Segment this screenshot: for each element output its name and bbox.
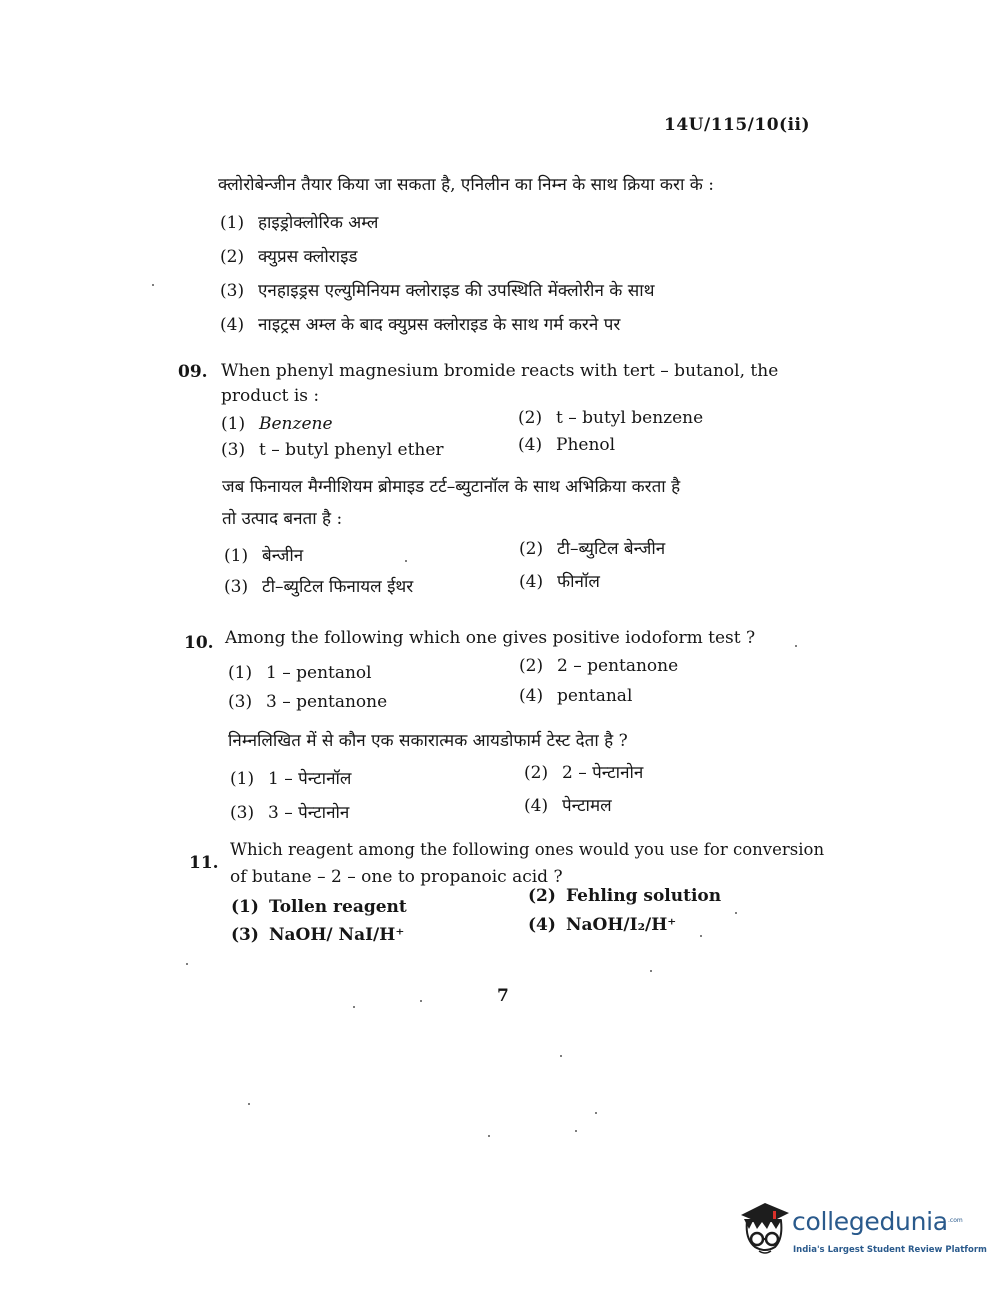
q09-option-3	[221, 440, 444, 460]
scan-speck	[575, 1130, 577, 1132]
paper-code: 14U/115/10(ii)	[664, 115, 811, 135]
q09-hindi-option-2	[519, 536, 665, 559]
scan-speck	[420, 1000, 422, 1002]
q09-hindi-option-4	[519, 569, 600, 592]
scan-speck	[488, 1135, 490, 1137]
option-text: NaOH/ NaI/H⁺	[269, 925, 405, 945]
option-text: t – butyl benzene	[556, 408, 704, 428]
q10-hindi-option-2	[524, 760, 643, 783]
collegedunia-logo	[735, 1195, 987, 1265]
option-text: 1 – pentanol	[266, 663, 372, 683]
option-number: (3)	[224, 577, 249, 597]
scan-speck	[186, 963, 188, 965]
option-text: फीनॉल	[557, 572, 600, 592]
page-number: 7	[497, 986, 509, 1006]
option-text: NaOH/I₂/H⁺	[566, 915, 677, 935]
option-text: Phenol	[556, 435, 616, 455]
q09-stem-line-1: When phenyl magnesium bromide reacts with tert – butanol, the	[221, 361, 779, 381]
option-text: 3 – पेन्टानोन	[268, 803, 350, 823]
option-text: Fehling solution	[566, 886, 722, 906]
option-number: (1)	[220, 213, 245, 233]
graduate-mascot-icon	[735, 1195, 791, 1261]
q09-hindi-option-3	[224, 574, 413, 597]
option-number: (1)	[228, 663, 253, 683]
q09-option-4	[518, 435, 615, 455]
scan-speck	[650, 970, 652, 972]
q11-option-1	[231, 897, 407, 917]
option-number: (1)	[231, 897, 259, 917]
q09-hindi-option-1	[224, 543, 303, 566]
option-text: टी–ब्युटिल बेन्जीन	[557, 539, 666, 559]
q11-stem-line-2: of butane – 2 – one to propanoic acid ?	[230, 867, 563, 887]
q11-option-2	[528, 886, 721, 906]
scan-speck	[735, 912, 737, 914]
q10-option-4	[519, 686, 632, 706]
option-number: (2)	[524, 763, 549, 783]
q10-option-1	[228, 663, 372, 683]
scan-speck	[795, 645, 797, 647]
option-number: (2)	[519, 539, 544, 559]
logo-tagline: India's Largest Student Review Platform	[793, 1245, 987, 1255]
q08-stem-hindi: क्लोरोबेन्जीन तैयार किया जा सकता है, एनिलीन का निम्न के साथ क्रिया करा के :	[218, 175, 714, 195]
option-number: (4)	[524, 796, 549, 816]
option-text: क्युप्रस क्लोराइड	[258, 247, 358, 267]
option-number: (4)	[519, 686, 544, 706]
option-number: (1)	[221, 414, 246, 434]
q08-option-4	[220, 312, 620, 335]
option-text: 1 – पेन्टानॉल	[268, 769, 352, 789]
q08-option-1	[220, 210, 378, 233]
option-text: 3 – pentanone	[266, 692, 388, 712]
option-text: 2 – पेन्टानोन	[562, 763, 644, 783]
scan-speck	[700, 935, 702, 937]
option-number: (4)	[518, 435, 543, 455]
option-text: टी–ब्युटिल फिनायल ईथर	[262, 577, 414, 597]
option-number: (3)	[230, 803, 255, 823]
q09-stem-hindi-line-1: जब फिनायल मैग्नीशियम ब्रोमाइड टर्ट–ब्युटानॉल के साथ अभिक्रिया करता है	[222, 477, 681, 497]
option-number: (2)	[220, 247, 245, 267]
option-number: (3)	[220, 281, 245, 301]
q10-hindi-option-3	[230, 800, 349, 823]
q09-stem-line-2: product is :	[221, 386, 320, 406]
option-number: (2)	[518, 408, 543, 428]
q10-option-2	[519, 656, 678, 676]
q10-number: 10.	[184, 633, 214, 653]
option-text: Tollen reagent	[269, 897, 407, 917]
option-number: (3)	[221, 440, 246, 460]
q09-stem-hindi-line-2: तो उत्पाद बनता है :	[222, 509, 343, 529]
scan-speck	[353, 1006, 355, 1008]
option-text: 2 – pentanone	[557, 656, 679, 676]
option-number: (4)	[528, 915, 556, 935]
option-number: (1)	[224, 546, 249, 566]
option-number: (2)	[519, 656, 544, 676]
scan-speck	[405, 560, 407, 562]
option-text: pentanal	[557, 686, 633, 706]
option-number: (1)	[230, 769, 255, 789]
option-number: (4)	[519, 572, 544, 592]
q09-number: 09.	[178, 362, 208, 382]
q10-hindi-option-4	[524, 793, 612, 816]
option-text: हाइड्रोक्लोरिक अम्ल	[258, 213, 379, 233]
option-text: t – butyl phenyl ether	[259, 440, 444, 460]
logo-domain: .com	[948, 1217, 963, 1224]
q11-option-3	[231, 925, 404, 945]
option-text: नाइट्रस अम्ल के बाद क्युप्रस क्लोराइड के साथ गर्म करने पर	[258, 315, 621, 335]
q11-option-4	[528, 915, 676, 935]
q11-number: 11.	[189, 853, 219, 873]
q08-option-3	[220, 278, 655, 301]
q09-option-2	[518, 408, 703, 428]
option-text: बेन्जीन	[262, 546, 304, 566]
scan-speck	[152, 284, 154, 286]
option-number: (3)	[231, 925, 259, 945]
q10-stem: Among the following which one gives positive iodoform test ?	[225, 628, 756, 648]
q10-stem-hindi: निम्नलिखित में से कौन एक सकारात्मक आयडोफार्म टेस्ट देता है ?	[228, 731, 628, 751]
scan-speck	[560, 1055, 562, 1057]
q09-option-1	[221, 414, 333, 434]
q10-option-3	[228, 692, 387, 712]
q08-option-2	[220, 244, 358, 267]
logo-wordmark: collegedunia	[792, 1207, 948, 1236]
option-number: (3)	[228, 692, 253, 712]
option-text: Benzene	[259, 414, 333, 434]
option-number: (4)	[220, 315, 245, 335]
scan-speck	[595, 1112, 597, 1114]
option-text: एनहाइड्रस एल्युमिनियम क्लोराइड की उपस्थिति मेंक्लोरीन के साथ	[258, 281, 655, 301]
option-text: पेन्टामल	[562, 796, 612, 816]
scan-speck	[248, 1103, 250, 1105]
option-number: (2)	[528, 886, 556, 906]
q10-hindi-option-1	[230, 766, 351, 789]
q11-stem-line-1: Which reagent among the following ones would you use for conversion	[230, 840, 825, 859]
